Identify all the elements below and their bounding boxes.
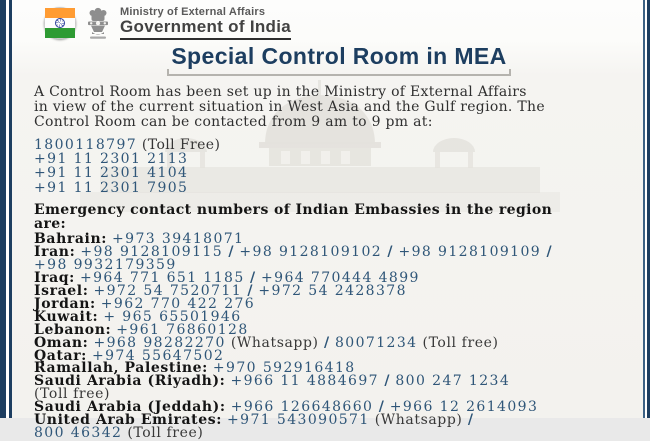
hotline-row <box>34 166 644 180</box>
phone-number: +91 11 2301 4104 <box>34 165 189 182</box>
phone-number: +973 39418071 <box>112 231 245 248</box>
phone-number: +970 592916418 <box>212 360 356 377</box>
embassy-country-label: Iraq: <box>34 270 75 287</box>
phone-number: +964 770444 4899 <box>261 270 420 287</box>
ashoka-chakra-icon <box>55 18 65 28</box>
page-title: Special Control Room in MEA <box>171 43 507 69</box>
embassy-country-label: Israel: <box>34 283 89 300</box>
separator: / <box>242 283 259 300</box>
embassy-row <box>34 414 644 440</box>
phone-number: 1800118797 <box>34 136 138 153</box>
phone-number: +972 54 7520711 <box>93 283 243 300</box>
phone-number: +971 543090571 <box>227 412 370 429</box>
phone-number: +98 9128109102 <box>239 244 383 261</box>
embassy-country-label: Lebanon: <box>34 321 112 338</box>
phone-number: +966 12 2614093 <box>389 399 539 416</box>
phone-number: +98 9128109109 <box>398 244 542 261</box>
phone-number: +966 11 4884697 <box>230 373 379 390</box>
ministry-title-block <box>120 6 291 40</box>
embassy-row <box>34 375 644 401</box>
intro-line: in view of the current situation in West Asia and the Gulf region. The <box>34 99 545 116</box>
title-underline <box>167 69 511 76</box>
embassy-country-label: Saudi Arabia (Jeddah): <box>34 399 226 416</box>
phone-note: (Whatsapp) <box>369 412 463 429</box>
ministry-name: Ministry of External Affairs <box>120 6 266 18</box>
embassy-country-label: Qatar: <box>34 347 87 364</box>
india-flag-icon <box>44 7 76 39</box>
embassies-heading-line: Emergency contact numbers of Indian Embassies in the region <box>34 202 553 219</box>
intro-line: Control Room can be contacted from 9 am to 9 pm at: <box>34 114 433 131</box>
phone-number: +974 55647502 <box>91 347 225 364</box>
india-emblem-icon <box>85 6 111 40</box>
phone-number: +91 11 2301 7905 <box>34 179 189 196</box>
phone-note: (Toll Free) <box>137 136 221 153</box>
separator: / <box>373 399 390 416</box>
embassy-country-label: United Arab Emirates: <box>34 412 222 429</box>
embassies-heading <box>34 204 644 231</box>
separator: / <box>378 373 396 390</box>
phone-number: +98 9128109115 <box>80 244 224 261</box>
embassy-list <box>34 233 644 440</box>
separator: / <box>541 244 553 261</box>
phone-number: +968 98282270 <box>93 334 226 351</box>
phone-number: +91 11 2301 2113 <box>34 151 189 168</box>
phone-number: 800 247 1234 <box>395 373 511 390</box>
phone-note: (Toll free) <box>122 425 204 441</box>
hotline-row <box>34 181 644 195</box>
phone-number: +972 54 2428378 <box>258 283 407 300</box>
intro-line: A Control Room has been set up in the Ministry of External Affairs <box>34 84 527 100</box>
intro-paragraph <box>34 85 644 131</box>
phone-number: + 965 65501946 <box>103 308 242 325</box>
phone-number: 80071234 <box>335 334 418 351</box>
phone-number: +966 126648660 <box>230 399 374 416</box>
embassy-country-label: Saudi Arabia (Riyadh): <box>34 373 226 390</box>
separator: / <box>223 244 240 261</box>
left-border-inner <box>9 0 12 418</box>
phone-note: (Toll free) <box>34 386 111 403</box>
government-name: Government of India <box>120 17 291 36</box>
hotline-row <box>34 152 644 166</box>
phone-number: +98 9932179359 <box>34 257 177 274</box>
separator: / <box>244 270 262 287</box>
embassy-country-label: Kuwait: <box>34 308 99 325</box>
separator: / <box>382 244 399 261</box>
embassy-country-label: Iran: <box>34 244 76 261</box>
phone-number: +964 771 651 1185 <box>79 270 245 287</box>
embassy-country-label: Jordan: <box>34 295 96 312</box>
separator: / <box>318 334 335 351</box>
embassy-country-label: Oman: <box>34 334 89 351</box>
phone-number: 800 46342 <box>34 425 123 441</box>
government-header <box>44 5 644 41</box>
embassy-row <box>34 246 644 272</box>
hotline-row <box>34 138 644 152</box>
separator: / <box>462 412 474 429</box>
control-room-numbers <box>34 138 644 196</box>
phone-number: +962 770 422 276 <box>100 295 256 312</box>
phone-number: +961 76860128 <box>116 321 249 338</box>
phone-note: (Whatsapp) <box>225 334 319 351</box>
embassy-country-label: Ramallah, Palestine: <box>34 360 208 377</box>
embassies-heading-line: are: <box>34 215 67 232</box>
embassy-country-label: Bahrain: <box>34 231 107 248</box>
phone-note: (Toll free) <box>417 334 499 351</box>
